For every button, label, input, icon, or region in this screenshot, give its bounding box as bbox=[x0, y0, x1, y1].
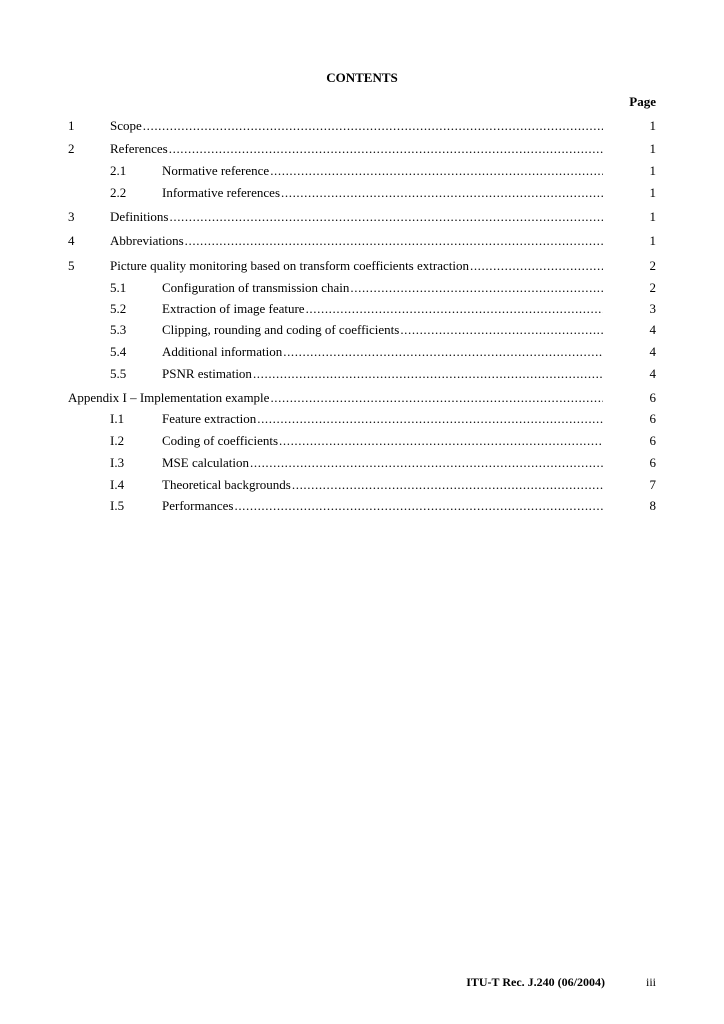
page-column-label: Page bbox=[629, 94, 656, 109]
toc-entry-page: 1 bbox=[649, 209, 656, 224]
toc-entry-title: Clipping, rounding and coding of coefficients bbox=[162, 322, 400, 337]
toc-entry-number: I.3 bbox=[110, 455, 125, 470]
leader-dots bbox=[282, 344, 603, 360]
toc-entry-page: 1 bbox=[649, 185, 656, 200]
toc-entry-title: Abbreviations bbox=[110, 233, 184, 248]
toc-entry-title: Configuration of transmission chain bbox=[162, 280, 350, 295]
toc-entry-title: Informative references bbox=[162, 185, 281, 200]
toc-entry-number: 3 bbox=[68, 209, 75, 224]
footer-recommendation: ITU-T Rec. J.240 (06/2004) bbox=[466, 975, 605, 989]
leader-dots bbox=[269, 390, 603, 406]
toc-entry-page: 6 bbox=[649, 390, 656, 405]
toc-entry-4[interactable] bbox=[68, 233, 656, 249]
leader-dots bbox=[233, 498, 603, 514]
toc-entry-1[interactable] bbox=[68, 118, 656, 134]
toc-entry-title: Definitions bbox=[110, 209, 169, 224]
toc-entry-number: 1 bbox=[68, 118, 75, 133]
toc-entry-number: I.5 bbox=[110, 498, 125, 513]
toc-entry-page: 1 bbox=[649, 118, 656, 133]
leader-dots bbox=[184, 233, 603, 249]
page-footer bbox=[356, 975, 656, 990]
toc-entry-title: Picture quality monitoring based on transform coefficients extraction bbox=[110, 258, 469, 273]
toc-entry-title: Theoretical backgrounds bbox=[162, 477, 291, 492]
toc-entry-page: 1 bbox=[649, 233, 656, 248]
leader-dots bbox=[469, 258, 603, 274]
toc-entry-title: Extraction of image feature bbox=[162, 301, 305, 316]
toc-entry-i-4[interactable] bbox=[110, 477, 656, 493]
leader-dots bbox=[168, 141, 603, 157]
toc-entry-page: 7 bbox=[649, 477, 656, 492]
toc-entry-5-3[interactable] bbox=[110, 322, 656, 338]
toc-entry-page: 4 bbox=[649, 322, 656, 337]
footer-page-number: iii bbox=[645, 975, 656, 989]
toc-entry-title: Appendix I – Implementation example bbox=[68, 390, 270, 405]
toc-entry-number: I.2 bbox=[110, 433, 125, 448]
toc-entry-number: 5.2 bbox=[110, 301, 127, 316]
toc-entry-title: Additional information bbox=[162, 344, 283, 359]
toc-entry-number: I.1 bbox=[110, 411, 125, 426]
toc-entry-page: 8 bbox=[649, 498, 656, 513]
leader-dots bbox=[169, 209, 604, 225]
toc-entry-title: Performances bbox=[162, 498, 234, 513]
toc-entry-number: 2.1 bbox=[110, 163, 127, 178]
toc-entry-appendix-i[interactable] bbox=[68, 390, 656, 406]
toc-entry-number: 5 bbox=[68, 258, 75, 273]
toc-entry-title: Feature extraction bbox=[162, 411, 257, 426]
toc-entry-number: 2 bbox=[68, 141, 75, 156]
toc-entry-i-1[interactable] bbox=[110, 411, 656, 427]
leader-dots bbox=[280, 185, 603, 201]
toc-entry-title: PSNR estimation bbox=[162, 366, 252, 381]
toc-entry-title: References bbox=[110, 141, 168, 156]
toc-entry-2-2[interactable] bbox=[110, 185, 656, 201]
contents-heading: CONTENTS bbox=[326, 70, 398, 85]
toc-entry-page: 4 bbox=[649, 366, 656, 381]
toc-entry-page: 6 bbox=[649, 411, 656, 426]
toc-entry-title: Coding of coefficients bbox=[162, 433, 279, 448]
toc-entry-5-5[interactable] bbox=[110, 366, 656, 382]
toc-entry-title: Normative reference bbox=[162, 163, 270, 178]
leader-dots bbox=[269, 163, 603, 179]
toc-entry-number: 2.2 bbox=[110, 185, 127, 200]
toc-entry-number: 5.4 bbox=[110, 344, 127, 359]
toc-entry-5-2[interactable] bbox=[110, 301, 656, 317]
leader-dots bbox=[349, 280, 603, 296]
toc-entry-5-1[interactable] bbox=[110, 280, 656, 296]
leader-dots bbox=[252, 366, 603, 382]
toc-entry-page: 6 bbox=[649, 455, 656, 470]
toc-entry-page: 4 bbox=[649, 344, 656, 359]
toc-entry-number: 5.5 bbox=[110, 366, 127, 381]
leader-dots bbox=[256, 411, 603, 427]
leader-dots bbox=[278, 433, 603, 449]
toc-entry-number: 5.3 bbox=[110, 322, 127, 337]
toc-entry-page: 1 bbox=[649, 163, 656, 178]
toc-entry-title: Scope bbox=[110, 118, 142, 133]
toc-entry-3[interactable] bbox=[68, 209, 656, 225]
toc-entry-page: 2 bbox=[649, 280, 656, 295]
toc-entry-number: 5.1 bbox=[110, 280, 127, 295]
leader-dots bbox=[399, 322, 603, 338]
toc-entry-2-1[interactable] bbox=[110, 163, 656, 179]
toc-entry-5[interactable] bbox=[68, 258, 656, 274]
toc-entry-page: 6 bbox=[649, 433, 656, 448]
toc-entry-number: 4 bbox=[68, 233, 75, 248]
toc-entry-page: 1 bbox=[649, 141, 656, 156]
toc-entry-page: 2 bbox=[649, 258, 656, 273]
toc-entry-page: 3 bbox=[649, 301, 656, 316]
leader-dots bbox=[305, 301, 603, 317]
toc-entry-i-3[interactable] bbox=[110, 455, 656, 471]
toc-entry-2[interactable] bbox=[68, 141, 656, 157]
toc-entry-i-2[interactable] bbox=[110, 433, 656, 449]
leader-dots bbox=[249, 455, 603, 471]
leader-dots bbox=[142, 118, 603, 134]
leader-dots bbox=[291, 477, 603, 493]
toc-entry-5-4[interactable] bbox=[110, 344, 656, 360]
toc-entry-i-5[interactable] bbox=[110, 498, 656, 514]
toc-entry-title: MSE calculation bbox=[162, 455, 250, 470]
toc-entry-number: I.4 bbox=[110, 477, 125, 492]
